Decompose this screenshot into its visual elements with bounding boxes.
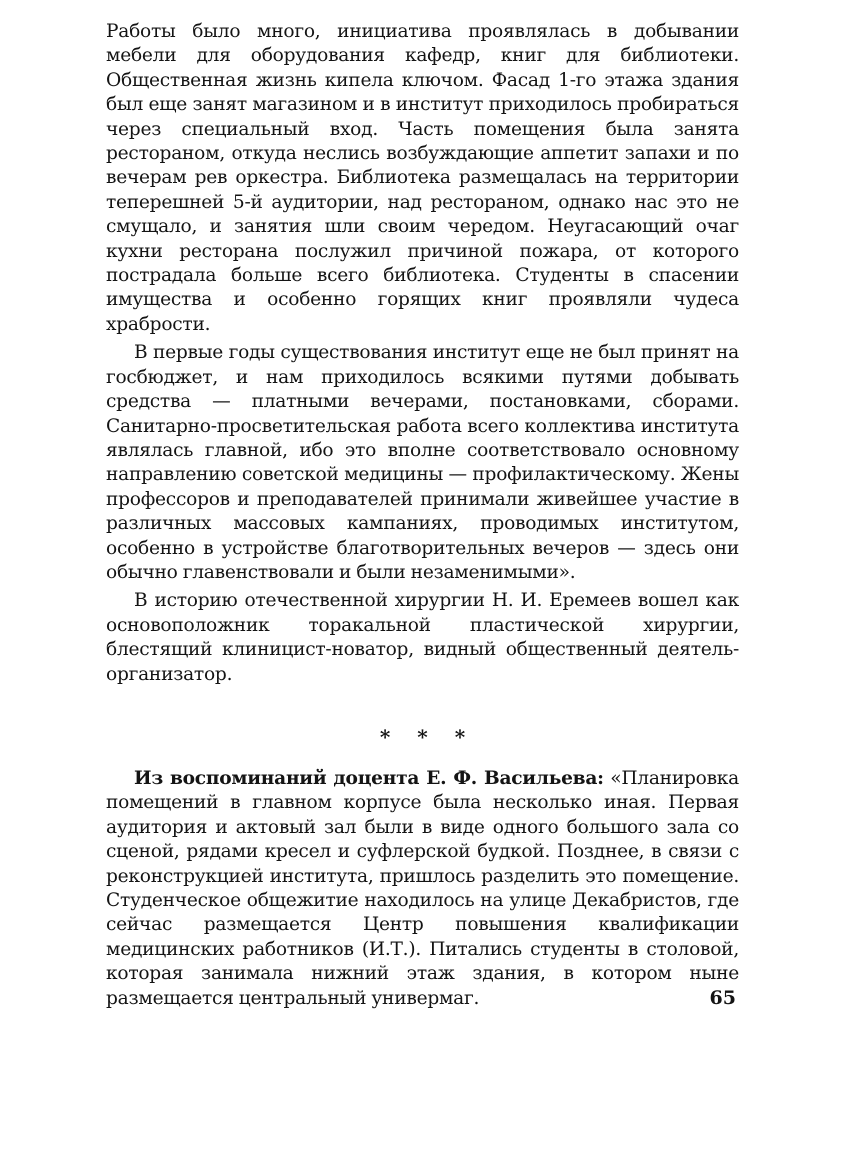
paragraph-work-and-library: Работы было много, инициатива проявлялась в добывании мебели для оборудования кафедр, книг для библиотеки. Общественная жизнь кипела ключом. Фасад 1-го этажа здания был еще занят магазином и в институт приходилось пробираться через специальный вход. Часть помещения была занята рестораном, откуда неслись возбуждающие аппетит запахи и по вечерам рев оркестра. Библиотека размещалась на территории теперешней 5-й аудитории, над рестораном, однако нас это не смущало, и занятия шли своим чередом. Неугасающий очаг кухни ресторана послужил причиной пожара, от которого пострадала больше всего библиотека. Студенты в спасении имущества и особенно горящих книг проявляли чудеса храбрости. [106,21,739,335]
paragraph-eremeev: В историю отечественной хирургии Н. И. Еремеев вошел как основоположник торакальной пластической хирургии, блестящий клиницист-новатор, видный общественный деятель-организатор. [106,590,739,685]
memoir-text: «Планировка помещений в главном корпусе была несколько иная. Первая аудитория и актовый зал были в виде одного большого зала со сценой, рядами кресел и суфлерской будкой. Позднее, в связи с реконструкцией института, пришлось разделить это помещение. Студенческое общежитие находилось на улице Декабристов, где сейчас размещается Центр повышения квалификации медицинских работников (И.Т.). Питались студенты в столовой, которая занимала нижний этаж здания, в котором ныне размещается центральный универмаг. [106,767,739,1009]
section-separator: * * * [379,724,476,749]
memoir-attribution: Из воспоминаний доцента Е. Ф. Васильева: [134,767,604,789]
paragraph-vasiliev-memoirs [106,767,739,1011]
page-number: 65 [709,987,736,1009]
paragraph-first-years: В первые годы существования институт еще не был принят на госбюджет, и нам приходилось всякими путями добывать средства — платными вечерами, постановками, сборами. Санитарно-просветительская работа всего коллектива института являлась главной, ибо это вполне соответствовало основному направлению советской медицины — профилактическому. Жены профессоров и преподавателей принимали живейшее участие в различных массовых кампаниях, проводимых институтом, особенно в устройстве благотворительных вечеров — здесь они обычно главенствовали и были незаменимыми». [106,342,739,583]
page-body [106,20,739,1011]
